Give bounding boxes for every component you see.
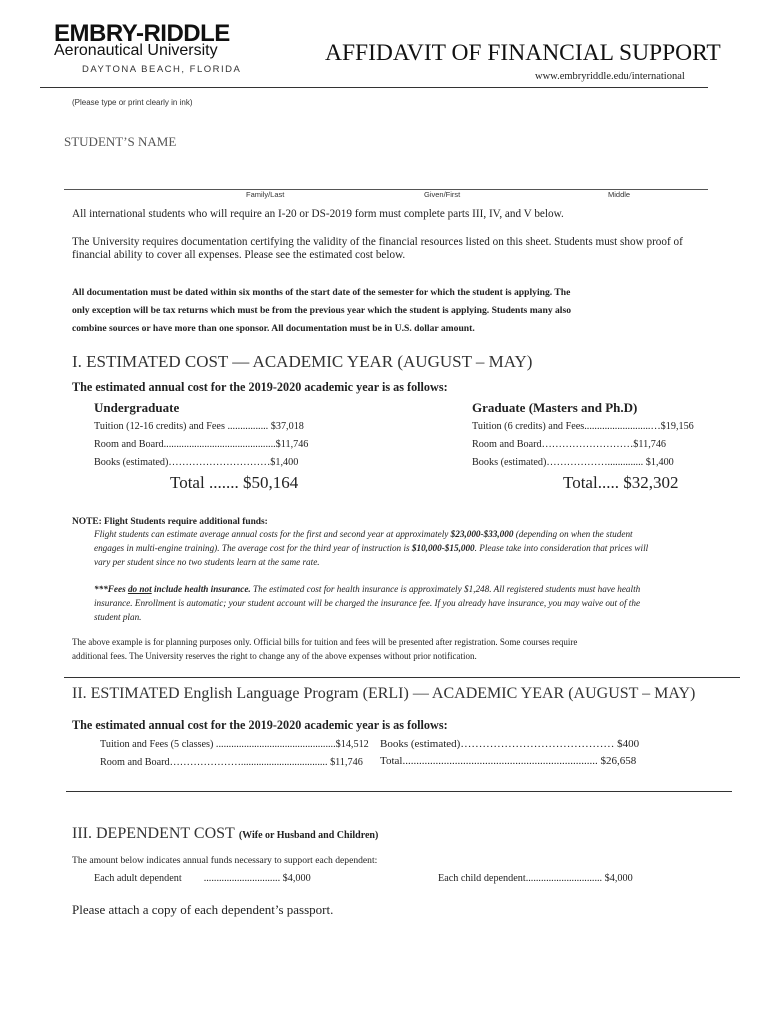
student-name-label: STUDENT’S NAME <box>64 134 177 149</box>
undergrad-books-amount: $1,400 <box>270 457 299 468</box>
third-year-cost-range: $10,000-$15,000 <box>411 543 475 553</box>
erli-total-label: Total....................................................................... <box>380 755 598 767</box>
flight-note-line-2-c: . Please take into consideration that prices will <box>474 543 649 553</box>
health-insurance-line-2: insurance. Enrollment is automatic; your student account will be charged the insurance fee. If you already have insurance, you may waive out of the <box>94 598 641 608</box>
flight-note-line-3: vary per student since no two students learn at the same rate. <box>94 557 320 567</box>
undergrad-tuition-label: Tuition (12-16 credits) and Fees ................ <box>94 421 271 432</box>
grad-room-amount: $11,746 <box>633 439 667 450</box>
intro-paragraph-2-line-2: financial ability to cover all expenses. Please see the estimated cost below. <box>72 249 406 261</box>
grad-room-label: Room and Board……………………… <box>472 439 634 450</box>
adult-dependent-label: Each adult dependent <box>94 873 182 884</box>
flight-note-line-2-a: engages in multi-engine training). The average cost for the third year of instruction is <box>94 543 412 553</box>
adult-dependent-row <box>94 873 311 884</box>
section-1-subheading: The estimated annual cost for the 2019-2020 academic year is as follows: <box>72 380 448 394</box>
website-url: www.embryriddle.edu/international <box>535 71 685 82</box>
flight-note-line-1 <box>94 529 633 539</box>
adult-dependent-dots: .............................. <box>203 873 283 884</box>
child-dependent-amount: $4,000 <box>604 873 633 884</box>
undergrad-room-row <box>94 439 308 450</box>
undergrad-room-amount: $11,746 <box>275 439 309 450</box>
section-3-heading-row <box>72 825 378 843</box>
fees-health-insurance: include health insurance. <box>151 584 251 594</box>
grad-room-row <box>472 439 666 450</box>
child-dependent-row <box>438 873 633 884</box>
logo-line-1: EMBRY-RIDDLE <box>54 20 230 47</box>
undergrad-tuition-amount: $37,018 <box>270 421 304 432</box>
given-name-caption: Given/First <box>424 190 461 199</box>
health-insurance-line-3: student plan. <box>94 612 142 622</box>
child-dependent-label: Each child dependent.............................. <box>438 873 603 884</box>
family-name-caption: Family/Last <box>246 190 285 199</box>
undergrad-books-label: Books (estimated)………………………… <box>94 457 271 468</box>
grad-tuition-label: Tuition (6 credits) and Fees..........................… <box>472 421 661 432</box>
section-3-heading: III. DEPENDENT COST <box>72 825 235 842</box>
erli-tuition-amount: $14,512 <box>335 739 369 750</box>
intro-paragraph-1: All international students who will require an I-20 or DS-2019 form must complete parts III, IV, and V below. <box>72 208 564 220</box>
erli-total-amount: $26,658 <box>600 755 637 767</box>
section-2-heading: II. ESTIMATED English Language Program (ERLI) — ACADEMIC YEAR (AUGUST – MAY) <box>72 685 696 702</box>
documentation-rule-line-2: only exception will be tax returns which must be from the previous year which the student is applying. Students many also <box>72 305 572 316</box>
section-2-divider <box>64 677 740 678</box>
adult-dependent-amount: $4,000 <box>282 873 311 884</box>
logo-line-3: DAYTONA BEACH, FLORIDA <box>82 64 242 75</box>
flight-note-line-2 <box>94 543 648 553</box>
erli-books-amount: $400 <box>617 738 640 750</box>
erli-tuition-row <box>100 739 369 750</box>
planning-note-line-2: additional fees. The University reserves the right to change any of the above expenses without prior notification. <box>72 651 477 661</box>
flight-note-title: NOTE: Flight Students require additional funds: <box>72 517 268 527</box>
undergrad-total: Total ....... $50,164 <box>170 473 299 492</box>
section-2-subheading: The estimated annual cost for the 2019-2020 academic year is as follows: <box>72 718 448 732</box>
grad-books-label: Books (estimated)……………….............. <box>472 457 646 468</box>
fees-do-not: do not <box>127 584 152 594</box>
grad-tuition-amount: $19,156 <box>660 421 694 432</box>
section-1-heading: I. ESTIMATED COST — ACADEMIC YEAR (AUGUST – MAY) <box>72 352 533 371</box>
erli-room-row <box>100 757 363 768</box>
flight-note-line-1-c: (depending on when the student <box>513 529 633 539</box>
section-3-divider <box>66 791 732 792</box>
grad-tuition-row <box>472 421 694 432</box>
erli-books-label: Books (estimated)…………………………………… <box>380 738 615 750</box>
undergrad-room-label: Room and Board............................................ <box>94 439 276 450</box>
erli-total-row <box>380 755 636 767</box>
documentation-rule-line-3: combine sources or have more than one sponsor. All documentation must be in U.S. dollar amount. <box>72 323 475 334</box>
print-instructions: (Please type or print clearly in ink) <box>72 98 193 107</box>
document-title: AFFIDAVIT OF FINANCIAL SUPPORT <box>325 40 721 66</box>
section-3-heading-suffix: (Wife or Husband and Children) <box>238 830 379 841</box>
erli-room-amount: $11,746 <box>330 757 363 768</box>
passport-instruction: Please attach a copy of each dependent’s passport. <box>72 902 334 917</box>
grad-books-amount: $1,400 <box>645 457 674 468</box>
dependent-amount-line: The amount below indicates annual funds necessary to support each dependent: <box>72 855 378 866</box>
middle-name-caption: Middle <box>608 190 631 199</box>
erli-books-row <box>380 738 639 750</box>
fees-prefix: ***Fees <box>94 584 128 594</box>
planning-note-line-1: The above example is for planning purposes only. Official bills for tuition and fees will be presented after registration. Some courses require <box>72 637 578 647</box>
intro-paragraph-2-line-1: The University requires documentation certifying the validity of the financial resources listed on this sheet. Students must show proof of <box>72 236 683 248</box>
logo-line-2: Aeronautical University <box>54 42 218 59</box>
header-divider <box>40 87 708 88</box>
flight-note-line-1-a: Flight students can estimate average annual costs for the first and second year at approximately <box>94 529 451 539</box>
undergrad-books-row <box>94 457 298 468</box>
erli-room-label: Room and Board………………….................................. <box>100 757 328 768</box>
undergraduate-title: Undergraduate <box>94 400 180 415</box>
health-insurance-line-1 <box>94 584 640 594</box>
erli-tuition-label: Tuition and Fees (5 classes) ............................................... <box>100 739 336 750</box>
grad-books-row <box>472 457 674 468</box>
undergrad-tuition-row <box>94 421 304 432</box>
fees-cost-text: The estimated cost for health insurance is approximately $1,248. All registered students must have health <box>250 584 641 594</box>
documentation-rule-line-1: All documentation must be dated within six months of the start date of the semester for which the student is applying. The <box>72 287 571 298</box>
flight-cost-range: $23,000-$33,000 <box>450 529 514 539</box>
grad-total: Total..... $32,302 <box>563 473 679 492</box>
graduate-title: Graduate (Masters and Ph.D) <box>472 400 638 415</box>
